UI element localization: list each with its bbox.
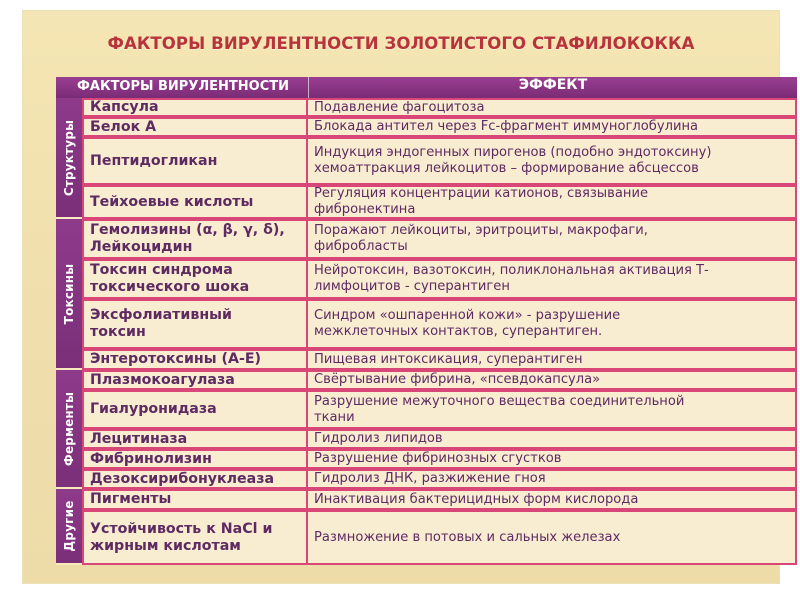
category-band-toxins	[56, 219, 82, 370]
table-row	[82, 219, 797, 259]
effect-nacl-resistance: Размножение в потовых и сальных железах	[308, 510, 797, 565]
effect-teichoic-acids: Регуляция концентрации катионов, связывание фибронектина	[308, 185, 797, 219]
factor-protein-a: Белок А	[82, 117, 308, 137]
page-title: ФАКТОРЫ ВИРУЛЕНТНОСТИ ЗОЛОТИСТОГО СТАФИЛОКОККА	[107, 34, 695, 53]
table-row	[82, 449, 797, 469]
category-band-other	[56, 489, 82, 565]
effect-plasmocoagulase: Свёртывание фибрина, «псевдокапсула»	[308, 370, 797, 390]
table-row	[82, 370, 797, 390]
virulence-table	[56, 77, 797, 565]
category-label-structures: Структуры	[62, 119, 76, 196]
factor-hyaluronidase: Гиалуронидаза	[82, 390, 308, 429]
factor-plasmocoagulase: Плазмокоагулаза	[82, 370, 308, 390]
effect-tss-toxin: Нейротоксин, вазотоксин, поликлональная активация Т- лимфоцитов - суперантиген	[308, 259, 797, 299]
factor-enterotoxins: Энтеротоксины (А-Е)	[82, 349, 308, 370]
table-header	[56, 77, 797, 98]
category-label-other: Другие	[62, 500, 76, 552]
factor-capsule: Капсула	[82, 98, 308, 117]
effect-exfoliative-toxin: Синдром «ошпаренной кожи» - разрушение межклеточных контактов, суперантиген.	[308, 299, 797, 349]
header-effect: ЭФФЕКТ	[518, 77, 588, 93]
table-row	[82, 185, 797, 219]
effect-lecithinase: Гидролиз липидов	[308, 429, 797, 449]
factor-pigments: Пигменты	[82, 489, 308, 510]
slide-background	[22, 10, 780, 584]
factor-peptidoglycan: Пептидогликан	[82, 137, 308, 185]
effect-enterotoxins: Пищевая интоксикация, суперантиген	[308, 349, 797, 370]
table-row	[82, 469, 797, 489]
table-row	[82, 510, 797, 565]
table-row	[82, 98, 797, 117]
table-row	[82, 349, 797, 370]
effect-protein-a: Блокада антител через Fc-фрагмент иммуноглобулина	[308, 117, 797, 137]
effect-dnase: Гидролиз ДНК, разжижение гноя	[308, 469, 797, 489]
table-row	[82, 117, 797, 137]
effect-pigments: Инактивация бактерицидных форм кислорода	[308, 489, 797, 510]
category-label-toxins: Токсины	[62, 263, 76, 324]
category-label-enzymes: Ферменты	[62, 391, 76, 466]
factor-teichoic-acids: Тейхоевые кислоты	[82, 185, 308, 219]
factor-fibrinolysin: Фибринолизин	[82, 449, 308, 469]
effect-hyaluronidase: Разрушение межуточного вещества соединительной ткани	[308, 390, 797, 429]
effect-fibrinolysin: Разрушение фибринозных сгустков	[308, 449, 797, 469]
table-row	[82, 137, 797, 185]
factor-nacl-resistance: Устойчивость к NaCl и жирным кислотам	[82, 510, 308, 565]
table-row	[82, 489, 797, 510]
factor-dnase: Дезоксирибонуклеаза	[82, 469, 308, 489]
header-factors: ФАКТОРЫ ВИРУЛЕНТНОСТИ	[76, 79, 289, 94]
factor-lecithinase: Лецитиназа	[82, 429, 308, 449]
category-band-enzymes	[56, 370, 82, 489]
table-row	[82, 390, 797, 429]
effect-peptidoglycan: Индукция эндогенных пирогенов (подобно эндотоксину) хемоаттракция лейкоцитов – формирование абсцессов	[308, 137, 797, 185]
factor-exfoliative-toxin: Эксфолиативный токсин	[82, 299, 308, 349]
factor-hemolysins: Гемолизины (α, β, γ, δ), Лейкоцидин	[82, 219, 308, 259]
factor-tss-toxin: Токсин синдрома токсического шока	[82, 259, 308, 299]
category-band-structures	[56, 98, 82, 219]
effect-hemolysins: Поражают лейкоциты, эритроциты, макрофаги, фибробласты	[308, 219, 797, 259]
table-row	[82, 299, 797, 349]
table-row	[82, 429, 797, 449]
effect-capsule: Подавление фагоцитоза	[308, 98, 797, 117]
table-row	[82, 259, 797, 299]
